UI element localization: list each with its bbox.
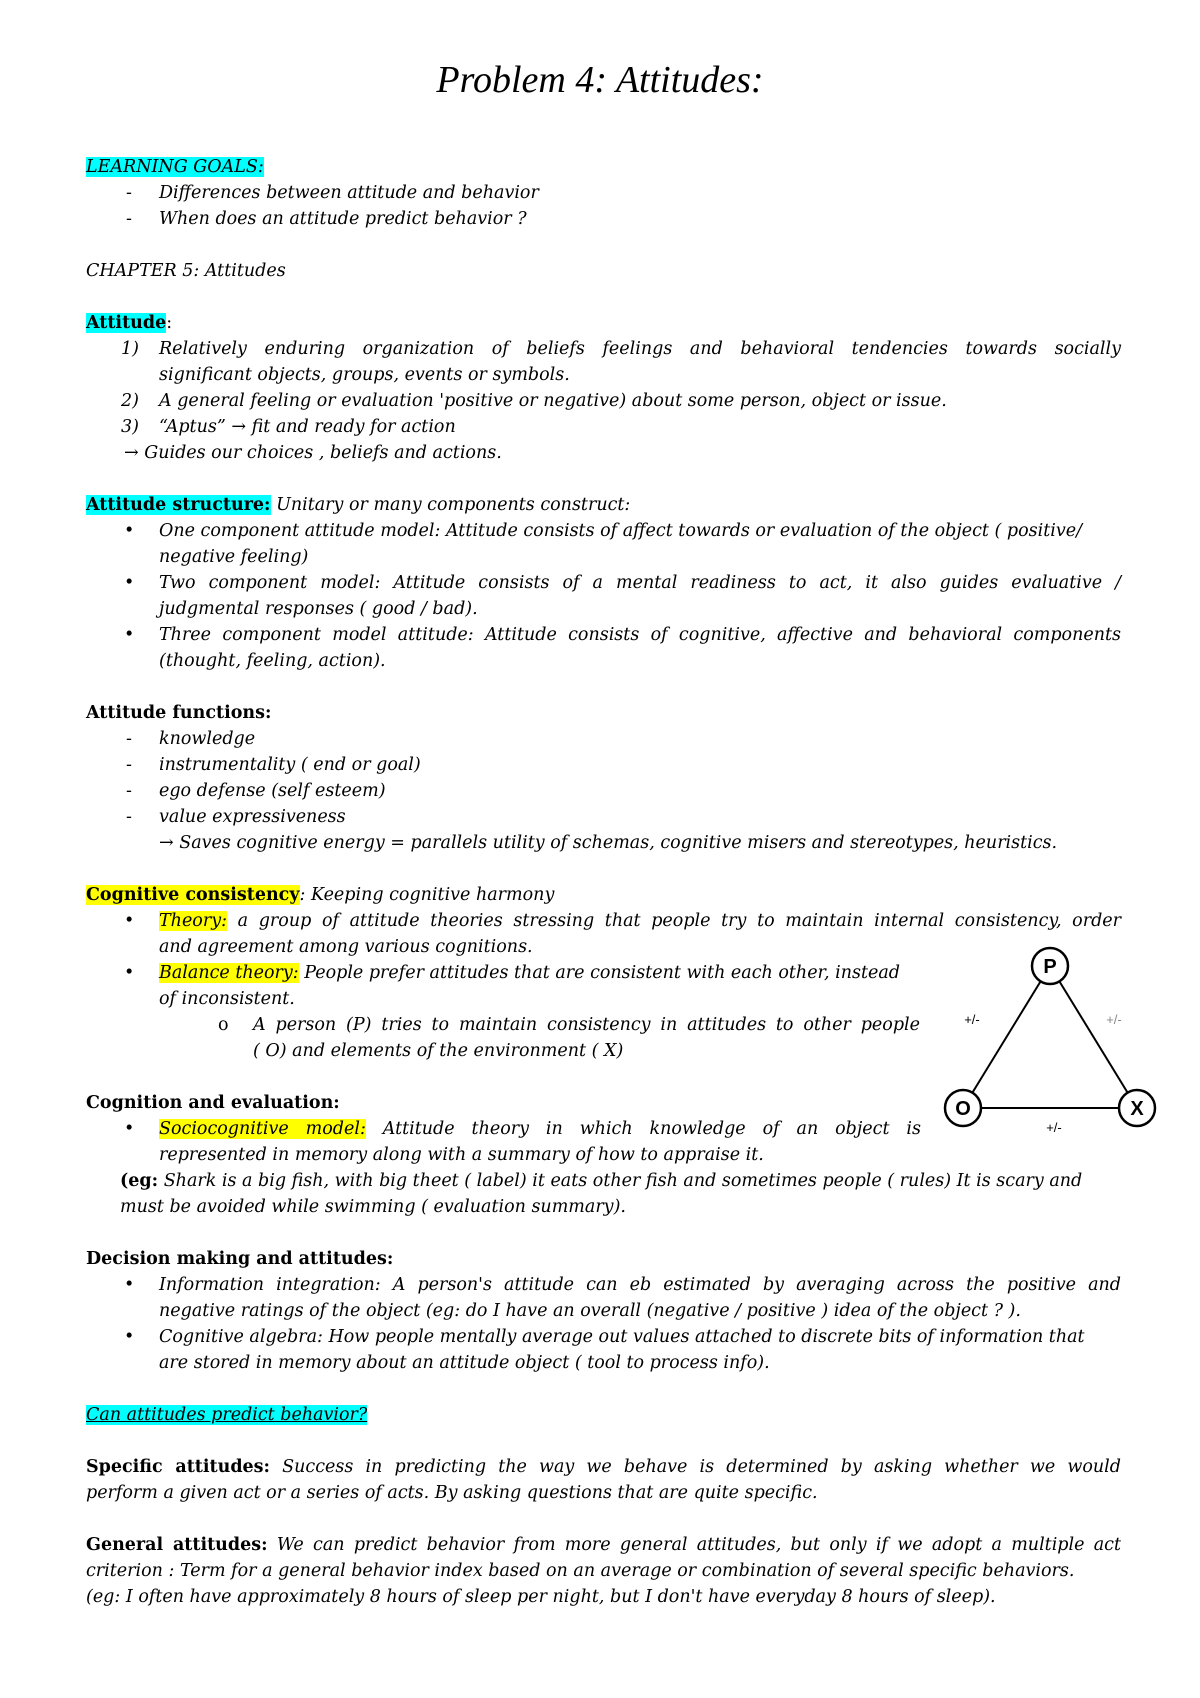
- attitude-structure-heading: Attitude structure: Unitary or many components construct:: [86, 495, 631, 515]
- function-item-3: ego defense (self esteem): [159, 781, 386, 801]
- circle-marker: o: [218, 1015, 229, 1035]
- edge-p-o: [963, 966, 1050, 1108]
- structure-bullet-3-line2: (thought, feeling, action).: [159, 651, 386, 671]
- bullet-marker: •: [124, 1327, 135, 1347]
- function-item-2: instrumentality ( end or goal): [159, 755, 421, 775]
- attitude-def-3: “Aptus” → fit and ready for action: [159, 417, 456, 437]
- edge-label-o-x: +/-: [1046, 1120, 1062, 1135]
- learning-goal-1: Differences between attitude and behavior: [159, 183, 539, 203]
- general-attitudes-line3: (eg: I often have approximately 8 hours of sleep per night, but I don't have everyday 8 hours of sleep).: [86, 1587, 996, 1607]
- balance-theory-line2: of inconsistent.: [159, 989, 295, 1009]
- attitude-heading: Attitude:: [86, 313, 173, 333]
- dash-marker: -: [126, 209, 132, 229]
- arrow-icon: →: [231, 417, 246, 437]
- balance-theory-diagram: [940, 938, 1162, 1138]
- attitude-arrow-line: → Guides our choices , beliefs and actions.: [124, 443, 502, 463]
- bullet-marker: •: [124, 1119, 135, 1139]
- structure-bullet-2-line2: judgmental responses ( good / bad).: [159, 599, 478, 619]
- bullet-marker: •: [124, 625, 135, 645]
- specific-attitudes-line1: Specific attitudes: Success in predicting the way we behave is determined by asking whether we would: [86, 1457, 1121, 1477]
- balance-theory-line1: Balance theory: People prefer attitudes that are consistent with each other, instead: [159, 963, 900, 983]
- balance-sub-line1: A person (P) tries to maintain consistency in attitudes to other people: [253, 1015, 920, 1035]
- attitude-def-1-line2: significant objects, groups, events or symbols.: [159, 365, 570, 385]
- learning-goal-2: When does an attitude predict behavior ?: [159, 209, 527, 229]
- chapter-heading: CHAPTER 5: Attitudes: [86, 261, 286, 281]
- general-attitudes-line2: criterion : Term for a general behavior index based on an average or combination of several specific behaviors.: [86, 1561, 1075, 1581]
- bullet-marker: •: [124, 573, 135, 593]
- attitude-def-2: A general feeling or evaluation 'positive or negative) about some person, object or issue.: [159, 391, 947, 411]
- attitude-functions-heading: Attitude functions:: [86, 703, 272, 723]
- arrow-icon: →: [124, 443, 139, 463]
- dash-marker: -: [126, 729, 132, 749]
- edge-label-p-o: +/-: [964, 1012, 980, 1027]
- dash-marker: -: [126, 807, 132, 827]
- sociocognitive-line1: Sociocognitive model: Attitude theory in which knowledge of an object is: [159, 1119, 921, 1139]
- decision-bullet-2-line2: are stored in memory about an attitude object ( tool to process info).: [159, 1353, 770, 1373]
- shark-example-line1: (eg: Shark is a big fish, with big theet ( label) it eats other fish and sometimes people ( rules) It is scary and: [120, 1171, 1083, 1191]
- number-marker: 1): [121, 339, 139, 359]
- dash-marker: -: [126, 755, 132, 775]
- theory-line2: and agreement among various cognitions.: [159, 937, 533, 957]
- function-item-4: value expressiveness: [159, 807, 346, 827]
- cognitive-consistency-heading: Cognitive consistency: Keeping cognitive harmony: [86, 885, 555, 905]
- structure-bullet-1-line2: negative feeling): [159, 547, 309, 567]
- bullet-marker: •: [124, 1275, 135, 1295]
- bullet-marker: •: [124, 963, 135, 983]
- decision-bullet-2-line1: Cognitive algebra: How people mentally average out values attached to discrete bits of information that: [159, 1327, 1085, 1347]
- bullet-marker: •: [124, 521, 135, 541]
- theory-line1: Theory: a group of attitude theories stressing that people try to maintain internal consistency, order: [159, 911, 1121, 931]
- number-marker: 3): [121, 417, 139, 437]
- cognition-evaluation-heading: Cognition and evaluation:: [86, 1093, 340, 1113]
- sociocognitive-line2: represented in memory along with a summary of how to appraise it.: [159, 1145, 764, 1165]
- structure-bullet-3-line1: Three component model attitude: Attitude consists of cognitive, affective and behavioral components: [159, 625, 1121, 645]
- dash-marker: -: [126, 781, 132, 801]
- number-marker: 2): [121, 391, 139, 411]
- page-title: Problem 4: Attitudes:: [436, 59, 764, 101]
- shark-example-line2: must be avoided while swimming ( evaluation summary).: [120, 1197, 626, 1217]
- edge-label-p-x: +/-: [1106, 1012, 1122, 1027]
- functions-arrow-line: → Saves cognitive energy = parallels utility of schemas, cognitive misers and stereotypes, heuristics.: [159, 833, 1058, 853]
- node-o-label: O: [955, 1098, 971, 1120]
- structure-bullet-2-line1: Two component model: Attitude consists of a mental readiness to act, it also guides evaluative /: [159, 573, 1121, 593]
- attitude-def-1-line1: Relatively enduring organization of beliefs feelings and behavioral tendencies towards socially: [159, 339, 1121, 359]
- learning-goals-heading: LEARNING GOALS:: [86, 157, 264, 177]
- node-x-label: X: [1130, 1098, 1144, 1120]
- predict-behavior-heading: Can attitudes predict behavior?: [86, 1405, 368, 1425]
- structure-bullet-1-line1: One component attitude model: Attitude consists of affect towards or evaluation of the object ( positive/: [159, 521, 1083, 541]
- edge-p-x: [1050, 966, 1137, 1108]
- specific-attitudes-line2: perform a given act or a series of acts. By asking questions that are quite specific.: [86, 1483, 818, 1503]
- node-p-label: P: [1043, 956, 1057, 978]
- balance-sub-line2: ( O) and elements of the environment ( X): [253, 1041, 624, 1061]
- general-attitudes-line1: General attitudes: We can predict behavior from more general attitudes, but only if we adopt a multiple act: [86, 1535, 1121, 1555]
- decision-making-heading: Decision making and attitudes:: [86, 1249, 394, 1269]
- decision-bullet-1-line1: Information integration: A person's attitude can eb estimated by averaging across the positive and: [159, 1275, 1121, 1295]
- function-item-1: knowledge: [159, 729, 256, 749]
- dash-marker: -: [126, 183, 132, 203]
- arrow-icon: →: [159, 833, 174, 853]
- decision-bullet-1-line2: negative ratings of the object (eg: do I have an overall (negative / positive ) idea of the object ? ).: [159, 1301, 1021, 1321]
- bullet-marker: •: [124, 911, 135, 931]
